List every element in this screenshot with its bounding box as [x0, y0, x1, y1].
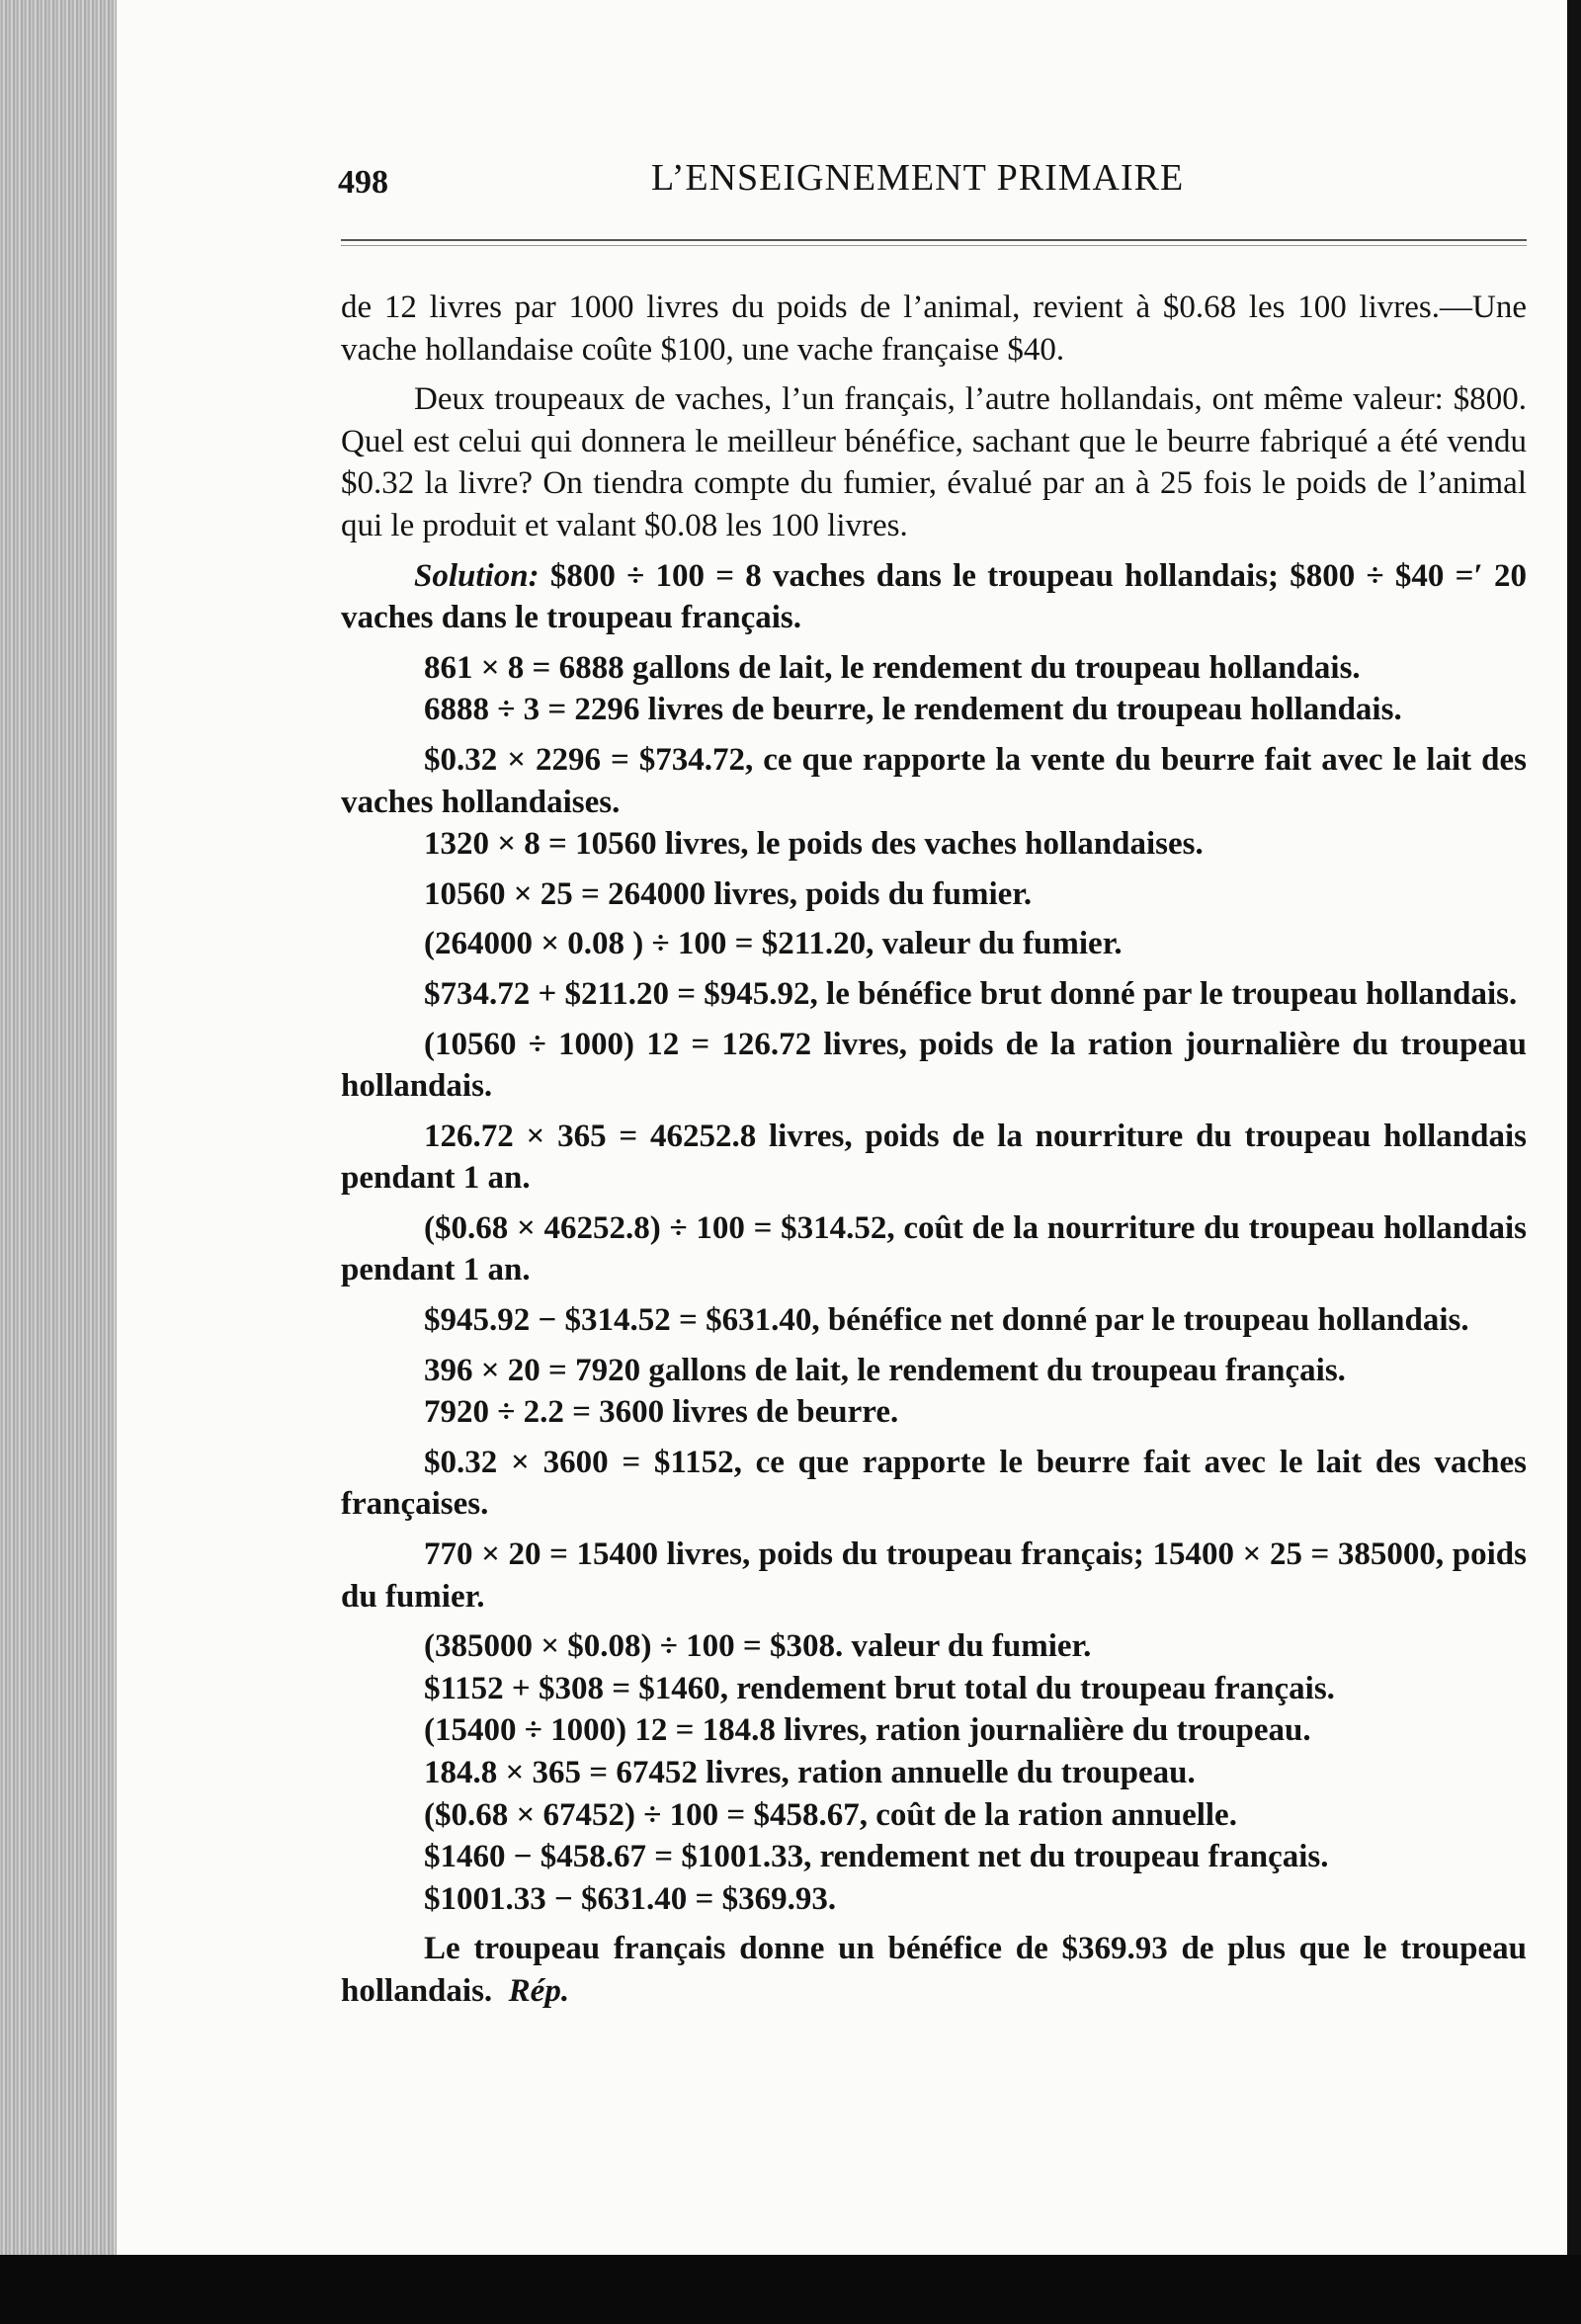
calc-line-20: ($0.68 × 67452) ÷ 100 = $458.67, coût de la ration annuelle. — [424, 1796, 1237, 1833]
calc-line-21: $1460 − $458.67 = $1001.33, rendement net du troupeau français. — [424, 1839, 1329, 1875]
answer-label: Rép. — [508, 1972, 570, 2009]
solution-label: Solution: — [414, 557, 540, 594]
scan-right-border — [1567, 0, 1581, 2324]
paragraph-continuation: de 12 livres par 1000 livres du poids de l’animal, revient à $0.68 les 100 livres.—Une vache hollandaise coûte $100, une vache française $40. — [341, 290, 1527, 368]
calc-line-19: 184.8 × 365 = 67452 livres, ration annuelle du troupeau. — [424, 1755, 1196, 1790]
header-rule-thin — [341, 245, 1527, 246]
calc-line-11: $945.92 − $314.52 = $631.40, bénéfice net donné par le troupeau hollandais. — [424, 1302, 1469, 1339]
calc-line-16: (385000 × $0.08) ÷ 100 = $308. valeur du fumier. — [424, 1628, 1092, 1665]
calc-line-8: (10560 ÷ 1000) 12 = 126.72 livres, poids de la ration journalière du troupeau hollandais. — [341, 1026, 1527, 1105]
calc-line-13: 7920 ÷ 2.2 = 3600 livres de beurre. — [424, 1394, 899, 1431]
page-header — [338, 156, 1227, 206]
calc-line-6: (264000 × 0.08 ) ÷ 100 = $211.20, valeur du fumier. — [424, 926, 1123, 962]
calc-line-3: $0.32 × 2296 = $734.72, ce que rapporte la vente du beurre fait avec le lait des vaches hollandaises. — [341, 741, 1527, 820]
calc-line-5: 10560 × 25 = 264000 livres, poids du fumier. — [424, 875, 1033, 912]
solution-paragraph — [341, 555, 1527, 639]
calc-line-18: (15400 ÷ 1000) 12 = 184.8 livres, ration journalière du troupeau. — [424, 1712, 1311, 1749]
calc-line-9: 126.72 × 365 = 46252.8 livres, poids de la nourriture du troupeau hollandais pendant 1 an. — [341, 1118, 1527, 1197]
page-number: 498 — [338, 164, 388, 201]
header-rule — [341, 239, 1527, 241]
calc-line-7: $734.72 + $211.20 = $945.92, le bénéfice brut donné par le troupeau hollandais. — [424, 975, 1518, 1012]
conclusion-paragraph — [341, 1928, 1527, 2012]
running-title: L’ENSEIGNEMENT PRIMAIRE — [651, 157, 1185, 199]
calc-line-2: 6888 ÷ 3 = 2296 livres de beurre, le rendement du troupeau hollandais. — [424, 692, 1402, 728]
problem-statement: Deux troupeaux de vaches, l’un français, l’autre hollandais, ont même valeur: $800. Quel est celui qui donnera le meilleur bénéfice, sachant que le beurre fabriqué a été vendu $0.32 la livre? On tiendra compte du fumier, évalué par an à 25 fois le poids de l’animal qui le produit et valant $0.08 les 100 livres. — [341, 381, 1527, 543]
conclusion-text: Le troupeau français donne un bénéfice de $369.93 de plus que le troupeau hollandais. — [341, 1931, 1527, 2009]
scan-bottom-border — [0, 2255, 1581, 2324]
scan-page-edges — [0, 0, 117, 2324]
calc-line-1: 861 × 8 = 6888 gallons de lait, le rendement du troupeau hollandais. — [424, 649, 1361, 686]
solution-text: $800 ÷ 100 = 8 vaches dans le troupeau hollandais; $800 ÷ $40 =′ 20 vaches dans le troupeau français. — [341, 557, 1528, 636]
page-body — [341, 287, 1527, 2013]
calc-line-15: 770 × 20 = 15400 livres, poids du troupeau français; 15400 × 25 = 385000, poids du fumier. — [341, 1536, 1527, 1615]
calc-line-12: 396 × 20 = 7920 gallons de lait, le rendement du troupeau français. — [424, 1352, 1346, 1388]
calc-line-22: $1001.33 − $631.40 = $369.93. — [424, 1880, 837, 1917]
calc-line-10: ($0.68 × 46252.8) ÷ 100 = $314.52, coût de la nourriture du troupeau hollandais pendant 1 an. — [341, 1209, 1527, 1288]
calc-line-17: $1152 + $308 = $1460, rendement brut total du troupeau français. — [424, 1670, 1335, 1706]
calc-line-14: $0.32 × 3600 = $1152, ce que rapporte le beurre fait avec le lait des vaches françaises. — [341, 1444, 1527, 1523]
calc-line-4: 1320 × 8 = 10560 livres, le poids des vaches hollandaises. — [424, 826, 1204, 863]
